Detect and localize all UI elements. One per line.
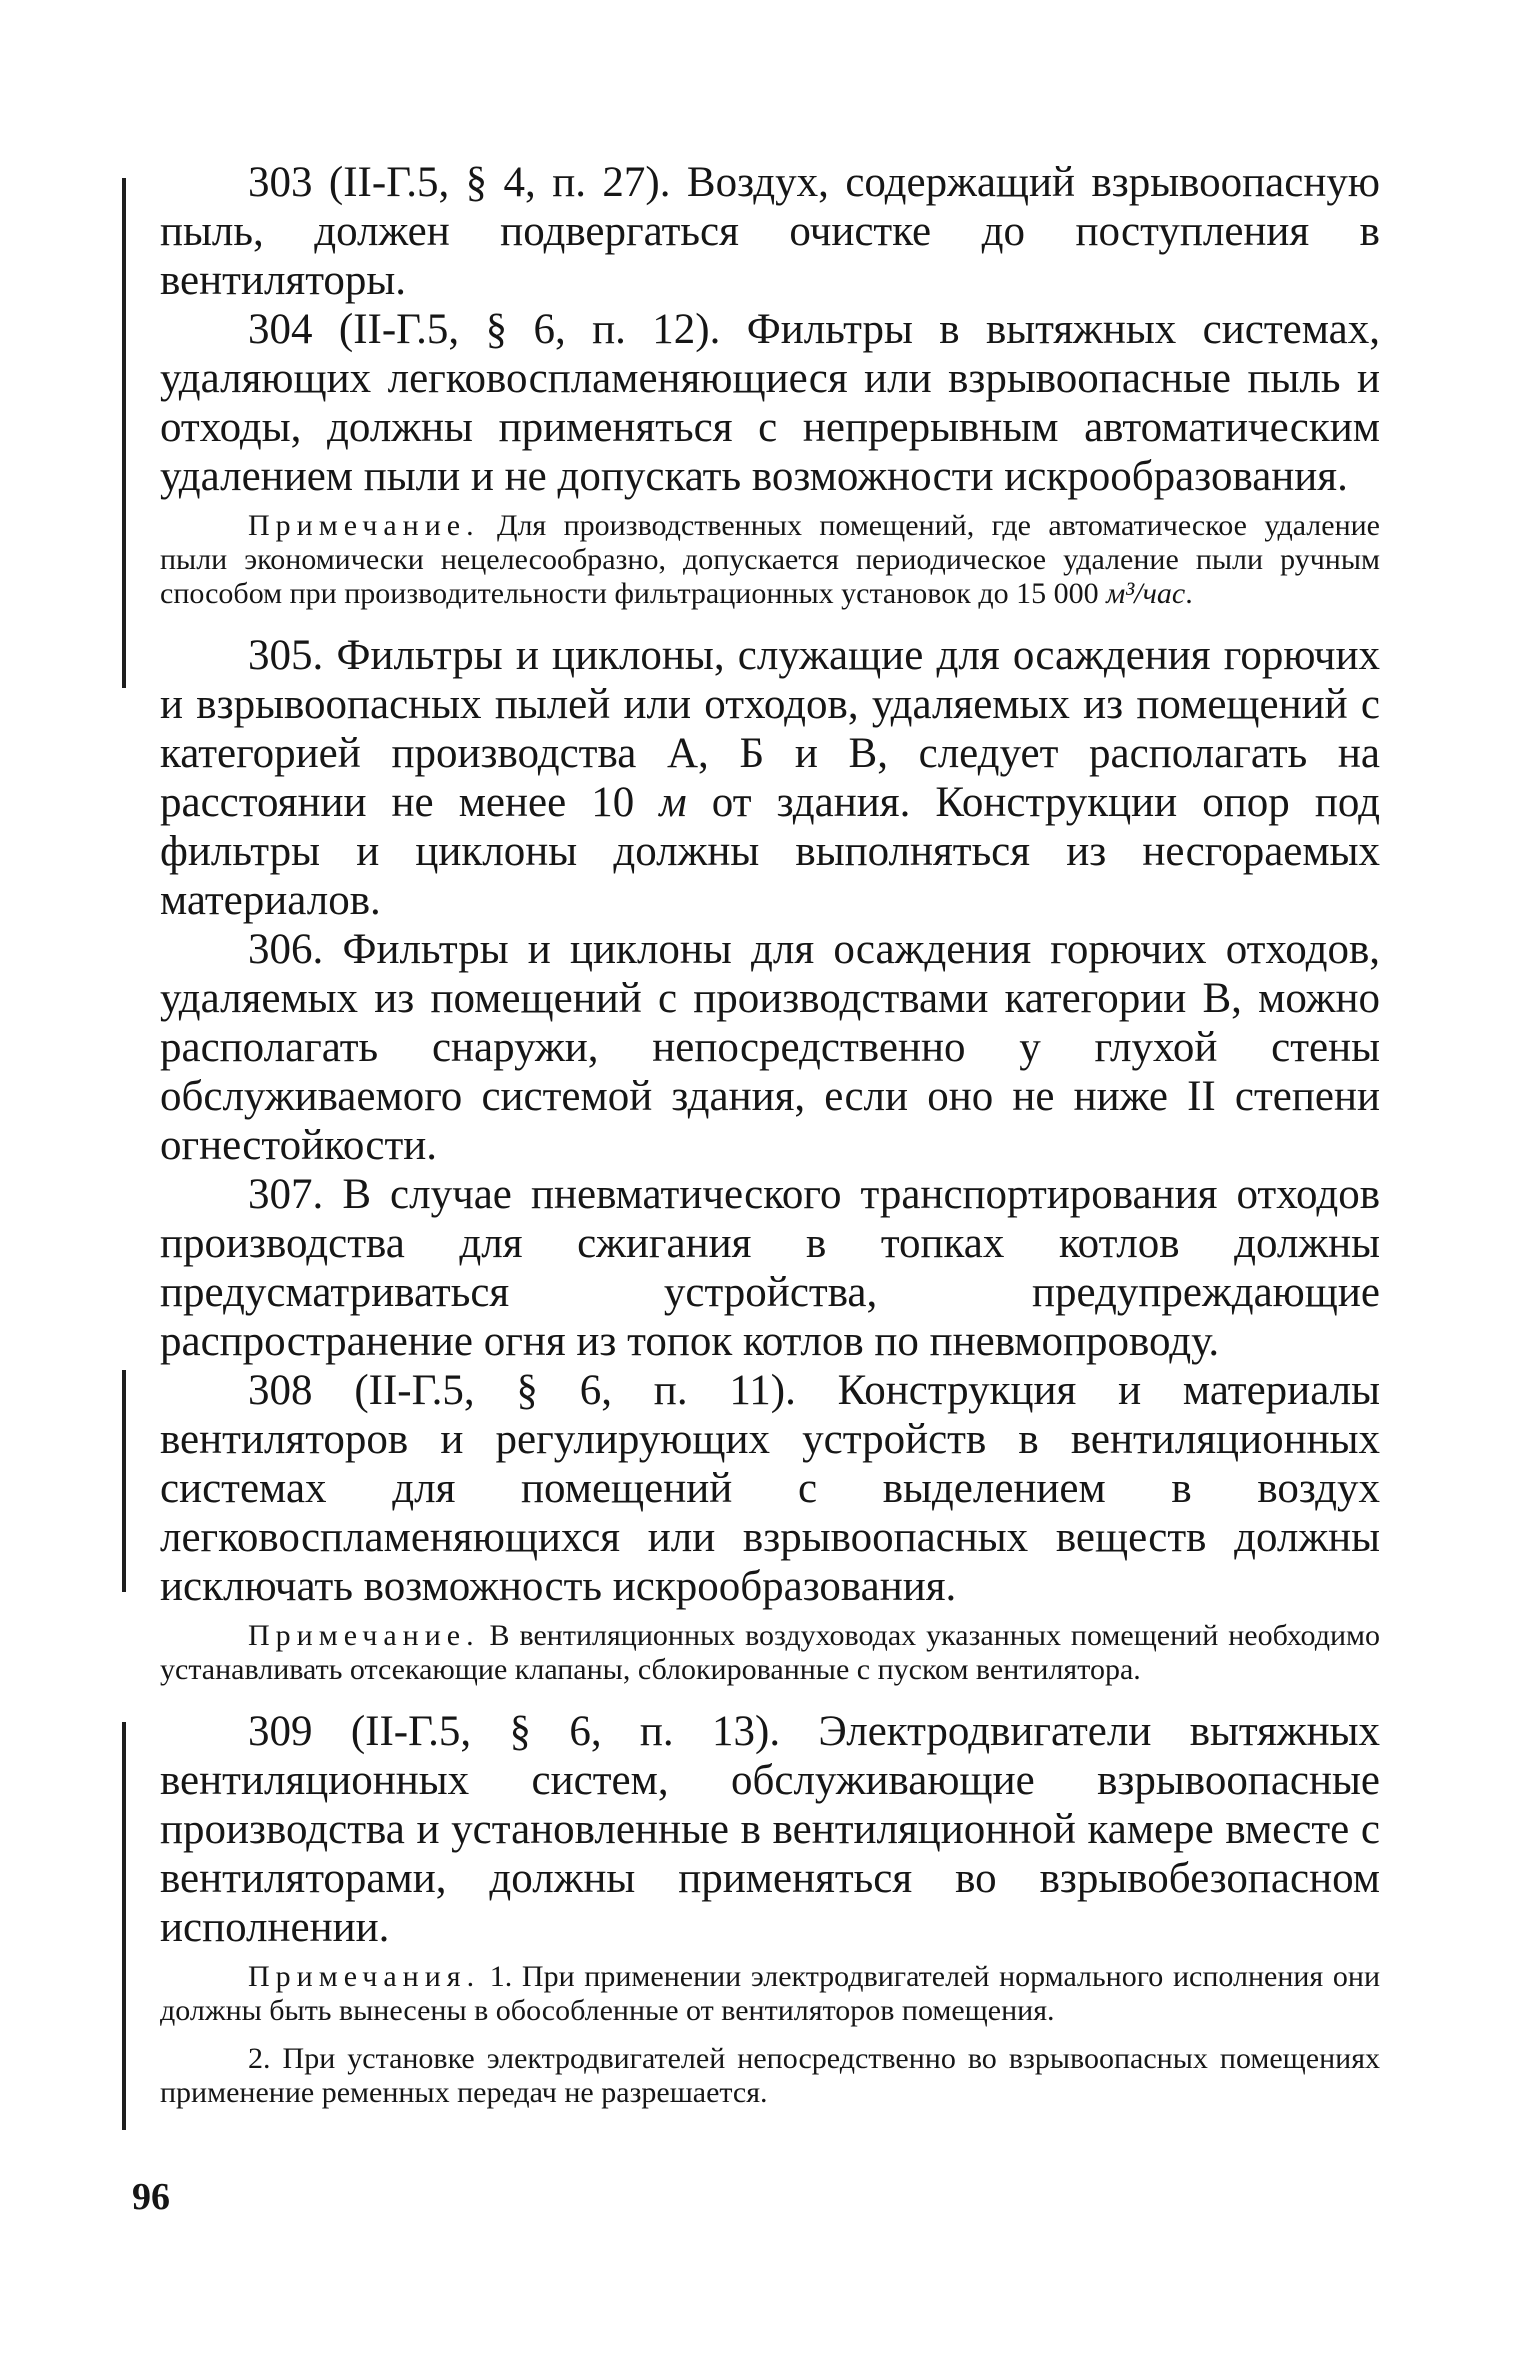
paragraph-307: 307. В случае пневматического транспортирования отходов производства для сжигания в топках котлов должны предусматриваться устройства, предупреждающие распространение огня из топок котлов по пневмопроводу. xyxy=(160,1171,1380,1365)
paragraph-305 xyxy=(160,631,1380,925)
note-label: Примечание. xyxy=(248,1619,480,1652)
paragraph-309: 309 (II-Г.5, § 6, п. 13). Электродвигатели вытяжных вентиляционных систем, обслуживающие взрывоопасные производства и установленные в вентиляционной камере вместе с вентиляторами, должны применяться во взрывобезопасном исполнении. xyxy=(160,1708,1380,1951)
margin-bar-309 xyxy=(122,1722,126,2130)
note-309-2: 2. При установке электродвигателей непосредственно во взрывоопасных помещениях применение ременных передач не разрешается. xyxy=(160,2042,1380,2109)
paragraph-305-tail: от здания. Конструкции опор под фильтры и циклоны должны выполняться из несгораемых материалов. xyxy=(160,779,1380,924)
paragraph-305-text: 305. Фильтры и циклоны, служащие для осаждения горючих и взрывоопасных пылей или отходов, удаляемых из помещений с категорией производства А, Б и В, следует располагать на расстоянии не менее 10 xyxy=(160,632,1380,826)
paragraph-305-unit: м xyxy=(659,779,687,826)
margin-bar-308 xyxy=(122,1370,126,1592)
page-body xyxy=(160,158,1380,2124)
note-304 xyxy=(160,509,1380,611)
note-item-1: 1. При применении электродвигателей нормального исполнения они должны быть вынесены в обособленные от вентиляторов помещения. xyxy=(160,1960,1380,2027)
paragraph-306: 306. Фильтры и циклоны для осаждения горючих отходов, удаляемых из помещений с производствами категории В, можно располагать снаружи, непосредственно у глухой стены обслуживаемого системой здания, если оно не ниже II степени огнестойкости. xyxy=(160,926,1380,1169)
paragraph-303: 303 (II-Г.5, § 4, п. 27). Воздух, содержащий взрывоопасную пыль, должен подвергаться очистке до поступления в вентиляторы. xyxy=(160,159,1380,304)
margin-bar-303-304 xyxy=(122,178,126,688)
note-text: Для производственных помещений, где автоматическое удаление пыли экономически нецелесообразно, допускается периодическое удаление пыли ручным способом при производительности фильтрационных установок до 15 000 xyxy=(160,509,1380,610)
note-label: Примечание. xyxy=(248,509,480,542)
paragraph-308: 308 (II-Г.5, § 6, п. 11). Конструкция и материалы вентиляторов и регулирующих устройств в вентиляционных системах для помещений с выделением в воздух легковоспламеняющихся или взрывоопасных веществ должны исключать возможность искрообразования. xyxy=(160,1367,1380,1610)
note-end: . xyxy=(1185,577,1193,610)
notes-label: Примечания. xyxy=(248,1960,481,1993)
paragraph-304: 304 (II-Г.5, § 6, п. 12). Фильтры в вытяжных системах, удаляющих легковоспламеняющиеся или взрывоопасные пыль и отходы, должны применяться с непрерывным автоматическим удалением пыли и не допускать возможности искрообразования. xyxy=(160,306,1380,500)
note-text: В вентиляционных воздуховодах указанных помещений необходимо устанавливать отсекающие клапаны, сблокированные с пуском вентилятора. xyxy=(160,1619,1380,1686)
note-308 xyxy=(160,1619,1380,1687)
note-unit: м³/час xyxy=(1106,577,1186,610)
page-number: 96 xyxy=(132,2176,170,2218)
note-309-1 xyxy=(160,1960,1380,2028)
